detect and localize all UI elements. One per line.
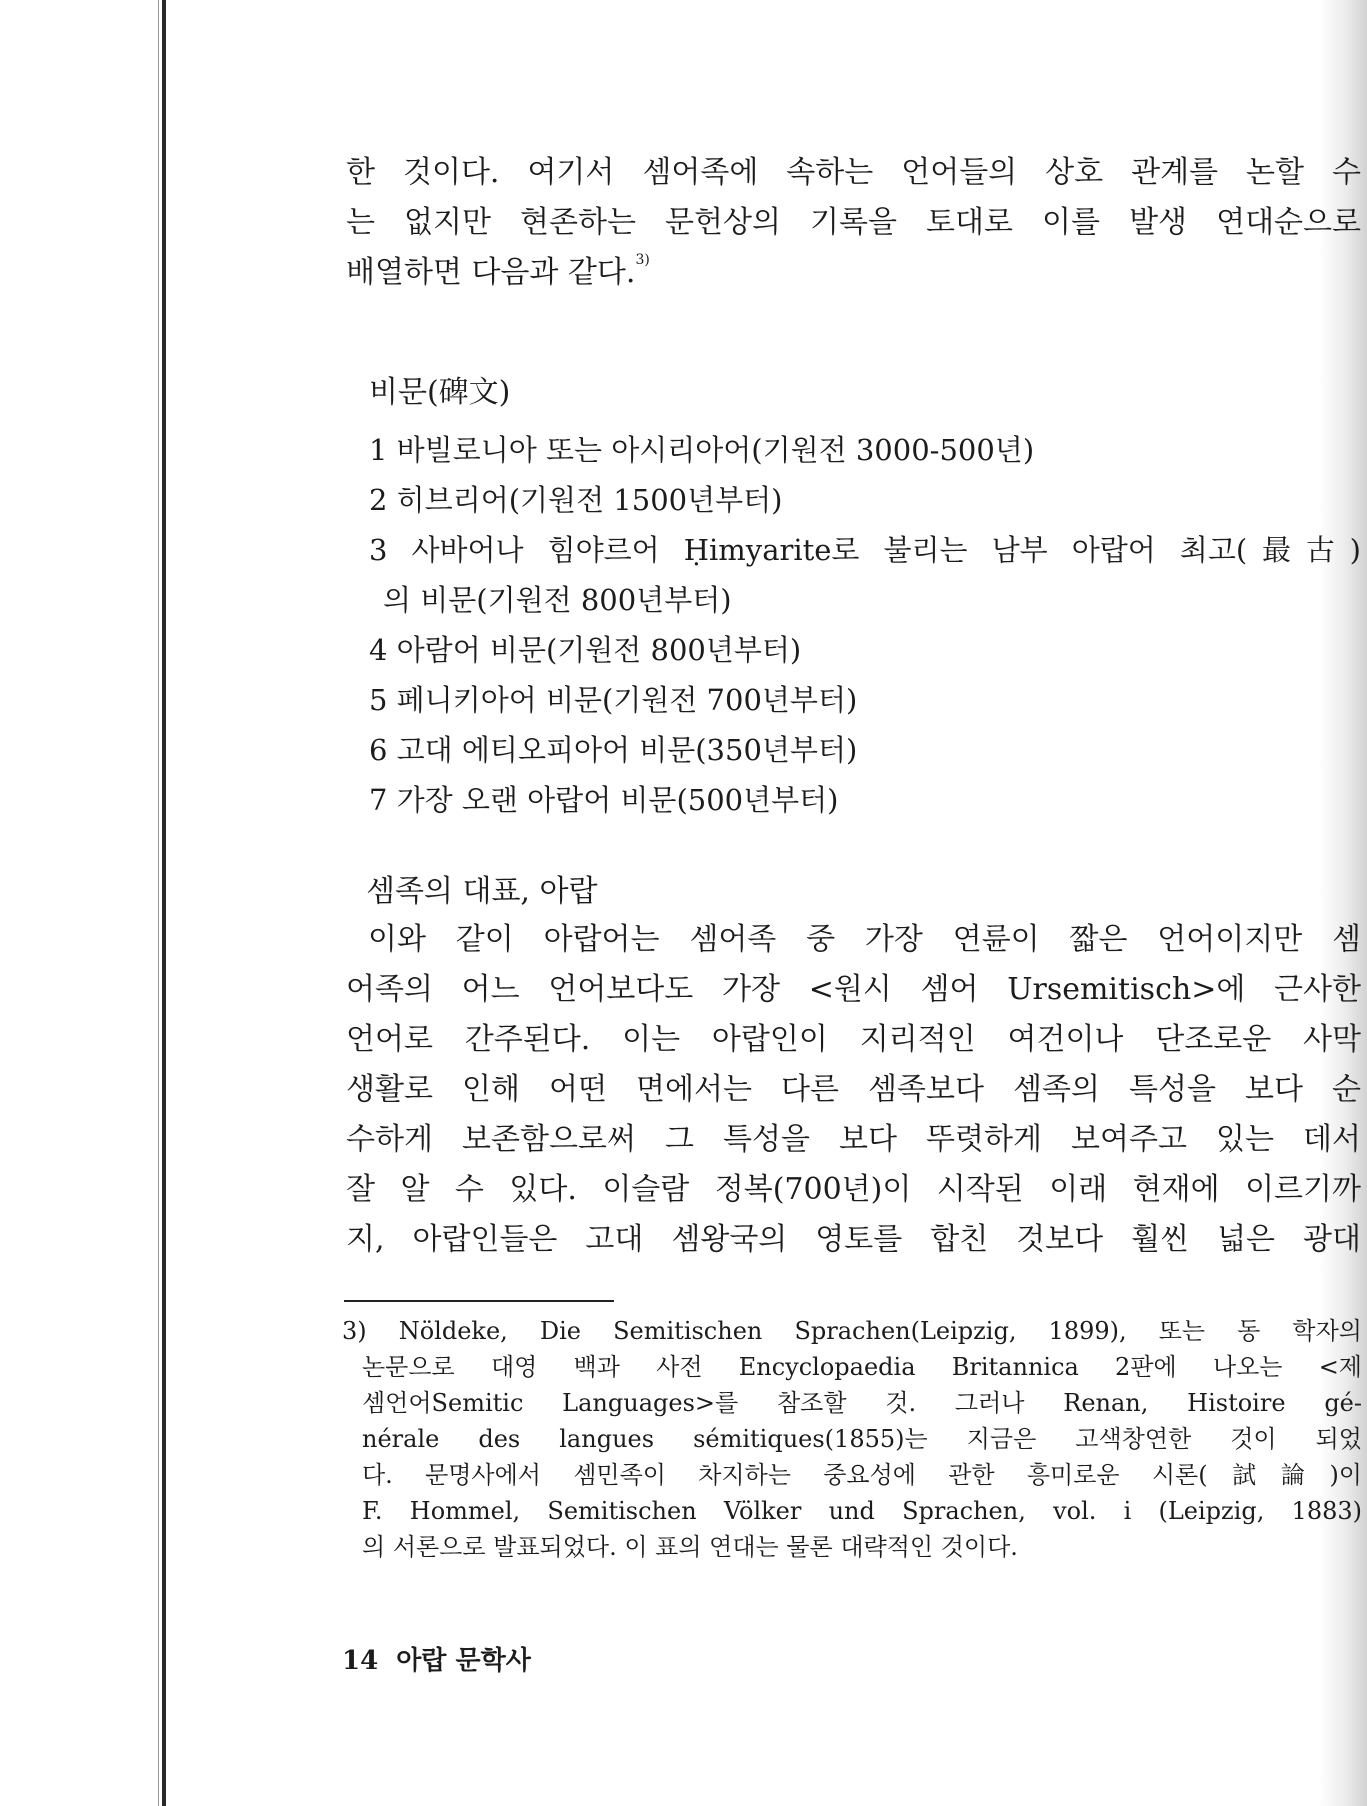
list-item: 2 히브리어(기원전 1500년부터)	[369, 483, 783, 517]
section-line: 지, 아랍인들은 고대 셈왕국의 영토를 합친 것보다 훨씬 넓은 광대	[346, 1222, 1361, 1257]
footnote-line: F. Hommel, Semitischen Völker und Sprachen, vol. i (Leipzig, 1883)	[362, 1497, 1362, 1525]
intro-line-1: 한 것이다. 여기서 셈어족에 속하는 언어들의 상호 관계를 논할 수	[346, 155, 1361, 190]
list-item: 4 아람어 비문(기원전 800년부터)	[369, 633, 802, 667]
section-line: 어족의 어느 언어보다도 가장 <원시 셈어 Ursemitisch>에 근사한	[346, 972, 1361, 1007]
section-line: 잘 알 수 있다. 이슬람 정복(700년)이 시작된 이래 현재에 이르기까	[346, 1172, 1361, 1207]
footnote	[342, 1313, 1362, 1565]
page-number: 14	[342, 1646, 379, 1676]
scan-left-margin	[0, 0, 160, 1806]
inscriptions-list	[369, 425, 1361, 825]
footnote-line: 셈언어Semitic Languages>를 참조할 것. 그러나 Renan, Histoire gé-	[362, 1389, 1362, 1417]
page-footer	[342, 1640, 531, 1677]
list-item-line: 3 사바어나 힘야르어 Ḥimyarite로 불리는 남부 아랍어 최고(最古)	[369, 533, 1361, 567]
footnote-reference: 3)	[635, 252, 650, 268]
section-line: 생활로 인해 어떤 면에서는 다른 셈족보다 셈족의 특성을 보다 순	[346, 1072, 1361, 1107]
inscriptions-heading: 비문(碑文)	[369, 375, 511, 410]
footnote-line: nérale des langues sémitiques(1855)는 지금은 고색창연한 것이 되었	[362, 1425, 1362, 1453]
list-item: 5 페니키아어 비문(기원전 700년부터)	[369, 683, 858, 717]
section-heading: 셈족의 대표, 아랍	[366, 874, 598, 909]
page-edge-shadow	[158, 0, 159, 1806]
book-page	[166, 0, 1362, 1806]
section-line: 수하게 보존함으로써 그 특성을 보다 뚜렷하게 보여주고 있는 데서	[346, 1122, 1361, 1157]
intro-line-3-text: 배열하면 다음과 같다.	[346, 255, 636, 290]
list-item-line: 의 비문(기원전 800년부터)	[383, 583, 732, 617]
list-item: 7 가장 오랜 아랍어 비문(500년부터)	[369, 783, 839, 817]
list-item	[369, 525, 1361, 625]
list-item: 1 바빌로니아 또는 아시리아어(기원전 3000-500년)	[369, 433, 1035, 467]
footnote-line: 3) Nöldeke, Die Semitischen Sprachen(Leipzig, 1899), 또는 동 학자의	[342, 1317, 1362, 1345]
list-item: 6 고대 에티오피아어 비문(350년부터)	[369, 733, 858, 767]
footnote-divider	[344, 1300, 614, 1302]
intro-line-3	[346, 248, 1361, 298]
intro-paragraph	[346, 148, 1361, 298]
section-line: 이와 같이 아랍어는 셈어족 중 가장 연륜이 짧은 언어이지만 셈	[368, 922, 1361, 957]
section-paragraph	[346, 915, 1361, 1265]
intro-line-2: 는 없지만 현존하는 문헌상의 기록을 토대로 이를 발생 연대순으로	[346, 205, 1361, 240]
running-title: 아랍 문학사	[396, 1646, 531, 1676]
footnote-line: 다. 문명사에서 셈민족이 차지하는 중요성에 관한 흥미로운 시론(試論)이	[362, 1461, 1362, 1489]
section-line: 언어로 간주된다. 이는 아랍인이 지리적인 여건이나 단조로운 사막	[346, 1022, 1361, 1057]
footnote-line: 의 서론으로 발표되었다. 이 표의 연대는 물론 대략적인 것이다.	[362, 1533, 1018, 1561]
footnote-line: 논문으로 대영 백과 사전 Encyclopaedia Britannica 2판에 나오는 <제	[362, 1353, 1362, 1381]
